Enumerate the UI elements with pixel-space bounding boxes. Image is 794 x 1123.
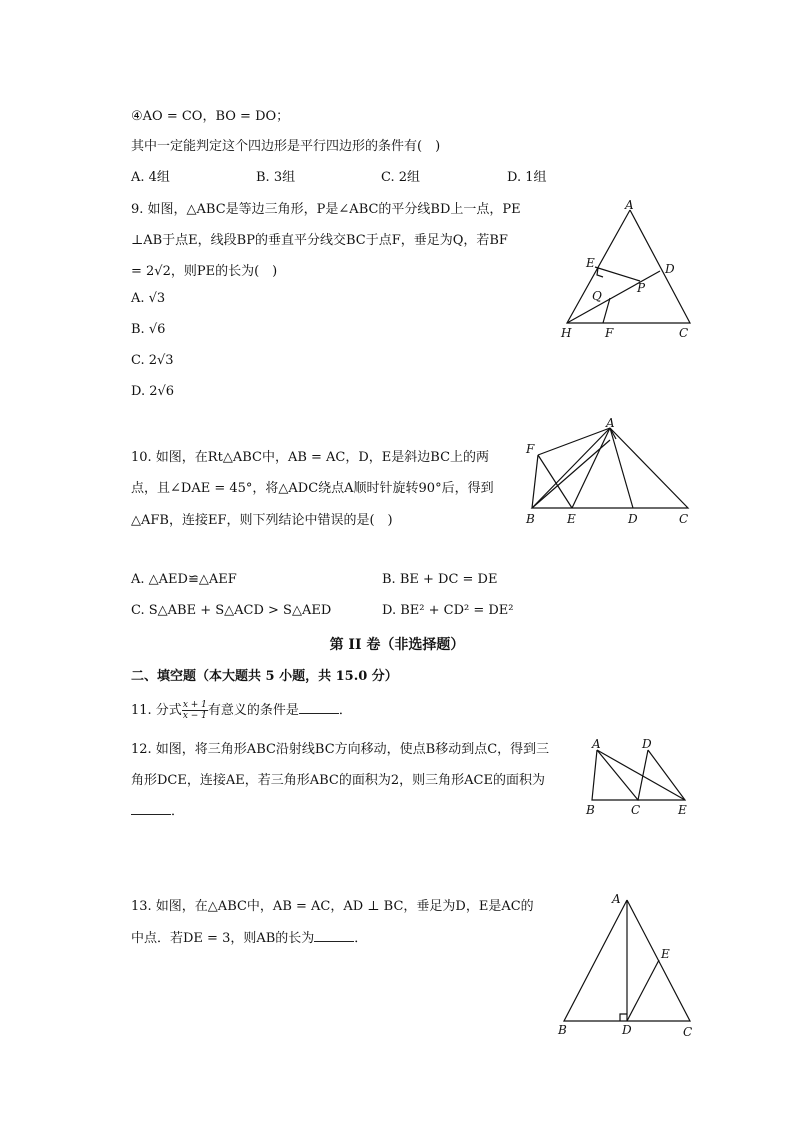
q10-segment-b-inner bbox=[532, 440, 610, 508]
q9-label-e: E bbox=[586, 256, 595, 270]
q9-label-p: P bbox=[637, 281, 646, 295]
q10-label-f: F bbox=[526, 442, 535, 456]
q10-option-d: D. BE² + CD² = DE² bbox=[382, 603, 514, 618]
q10-option-a: A. △AED≌△AEF bbox=[131, 572, 237, 587]
q9-line2: ⊥AB于点E，线段BP的垂直平分线交BC于点F，垂足为Q，若BF bbox=[131, 233, 508, 248]
q9-figure bbox=[555, 195, 700, 345]
q9-line3: = 2√2，则PE的长为( ) bbox=[131, 264, 278, 279]
q9-option-b: B. √6 bbox=[131, 322, 166, 337]
q9-segment-pe bbox=[595, 267, 640, 281]
q10-line2: 点，且∠DAE = 45°，将△ADC绕点A顺时针旋转90°后，得到 bbox=[131, 481, 494, 496]
q12-segment-ae bbox=[597, 750, 685, 800]
q13-figure bbox=[552, 888, 697, 1043]
q13-label-b: B bbox=[558, 1023, 567, 1037]
q9-label-a: A bbox=[625, 198, 634, 212]
q10-label-e: E bbox=[567, 512, 576, 526]
q12-label-c: C bbox=[631, 803, 641, 817]
q10-figure bbox=[520, 415, 700, 530]
q9-option-a: A. √3 bbox=[131, 291, 166, 306]
q9-label-h: H bbox=[561, 326, 572, 340]
q8-option-b: B. 3组 bbox=[256, 170, 296, 185]
q13-answer-blank[interactable] bbox=[314, 928, 354, 942]
q11-text bbox=[131, 699, 352, 721]
q8-option-c: C. 2组 bbox=[381, 170, 421, 185]
q11-answer-blank[interactable] bbox=[299, 700, 339, 714]
q12-line1: 12. 如图，将三角形ABC沿射线BC方向移动，使点B移动到点C，得到三 bbox=[131, 742, 550, 757]
q12-triangle-abc bbox=[592, 750, 638, 800]
q13-line2-text: 中点．若DE = 3，则AB的长为 bbox=[131, 931, 315, 946]
q10-label-c: C bbox=[679, 512, 689, 526]
q13-end: ． bbox=[354, 931, 368, 946]
part2-title: 第 II 卷（非选择题） bbox=[329, 637, 465, 653]
q12-triangle-dce bbox=[638, 750, 685, 800]
q10-option-c: C. S△ABE + S△ACD > S△AED bbox=[131, 603, 332, 618]
section-fill-in: 二、填空题（本大题共 5 小题，共 15.0 分） bbox=[131, 669, 398, 684]
q12-answer-blank[interactable] bbox=[131, 801, 171, 815]
q11-numerator: x + 1 bbox=[182, 700, 207, 710]
q8-stem: 其中一定能判定这个四边形是平行四边形的条件有( ) bbox=[131, 139, 441, 154]
q12-line2: 角形DCE，连接AE，若三角形ABC的面积为2，则三角形ACE的面积为 bbox=[131, 773, 545, 788]
q13-line2 bbox=[131, 927, 367, 946]
q11-end: ． bbox=[338, 703, 352, 718]
q8-option-d: D. 1组 bbox=[507, 170, 547, 185]
q9-label-q: Q bbox=[592, 289, 602, 303]
q8-option-a: A. 4组 bbox=[131, 170, 170, 185]
q13-line1: 13. 如图，在△ABC中，AB = AC，AD ⊥ BC，垂足为D，E是AC的 bbox=[131, 899, 534, 914]
q12-label-d: D bbox=[642, 737, 652, 751]
q12-line3 bbox=[131, 800, 184, 819]
q13-label-e: E bbox=[661, 947, 670, 961]
q9-label-f: F bbox=[605, 326, 614, 340]
q12-label-a: A bbox=[592, 737, 601, 751]
q9-label-c: C bbox=[679, 326, 689, 340]
q10-label-d: D bbox=[628, 512, 638, 526]
q10-option-b: B. BE + DC = DE bbox=[382, 572, 498, 587]
q13-label-d: D bbox=[622, 1023, 632, 1037]
q11-post: 有意义的条件是 bbox=[207, 703, 299, 718]
q9-option-c: C. 2√3 bbox=[131, 353, 174, 368]
q10-line1: 10. 如图，在Rt△ABC中，AB = AC，D，E是斜边BC上的两 bbox=[131, 450, 490, 465]
q11-denominator: x − 1 bbox=[182, 711, 207, 721]
q12-label-b: B bbox=[586, 803, 595, 817]
q9-option-d: D. 2√6 bbox=[131, 384, 175, 399]
q13-label-a: A bbox=[612, 892, 621, 906]
q10-line3: △AFB，连接EF，则下列结论中错误的是( ) bbox=[131, 513, 393, 528]
q10-label-b: B bbox=[526, 512, 535, 526]
q9-label-d: D bbox=[665, 262, 675, 276]
q10-segment-fb bbox=[532, 455, 538, 508]
q12-end: ． bbox=[171, 804, 185, 819]
q11-pre: 11. 分式 bbox=[131, 703, 182, 718]
q12-figure bbox=[580, 735, 695, 820]
q13-label-c: C bbox=[683, 1025, 693, 1039]
q10-label-a: A bbox=[606, 416, 615, 430]
q10-segment-fe bbox=[538, 455, 572, 508]
q8-item4: ④AO = CO，BO = DO； bbox=[131, 109, 290, 124]
q13-segment-de bbox=[627, 960, 659, 1021]
q12-label-e: E bbox=[678, 803, 687, 817]
q13-right-angle-mark bbox=[620, 1014, 627, 1021]
q9-line1: 9. 如图，△ABC是等边三角形，P是∠ABC的平分线BD上一点，PE bbox=[131, 202, 521, 217]
q11-fraction bbox=[182, 700, 208, 721]
